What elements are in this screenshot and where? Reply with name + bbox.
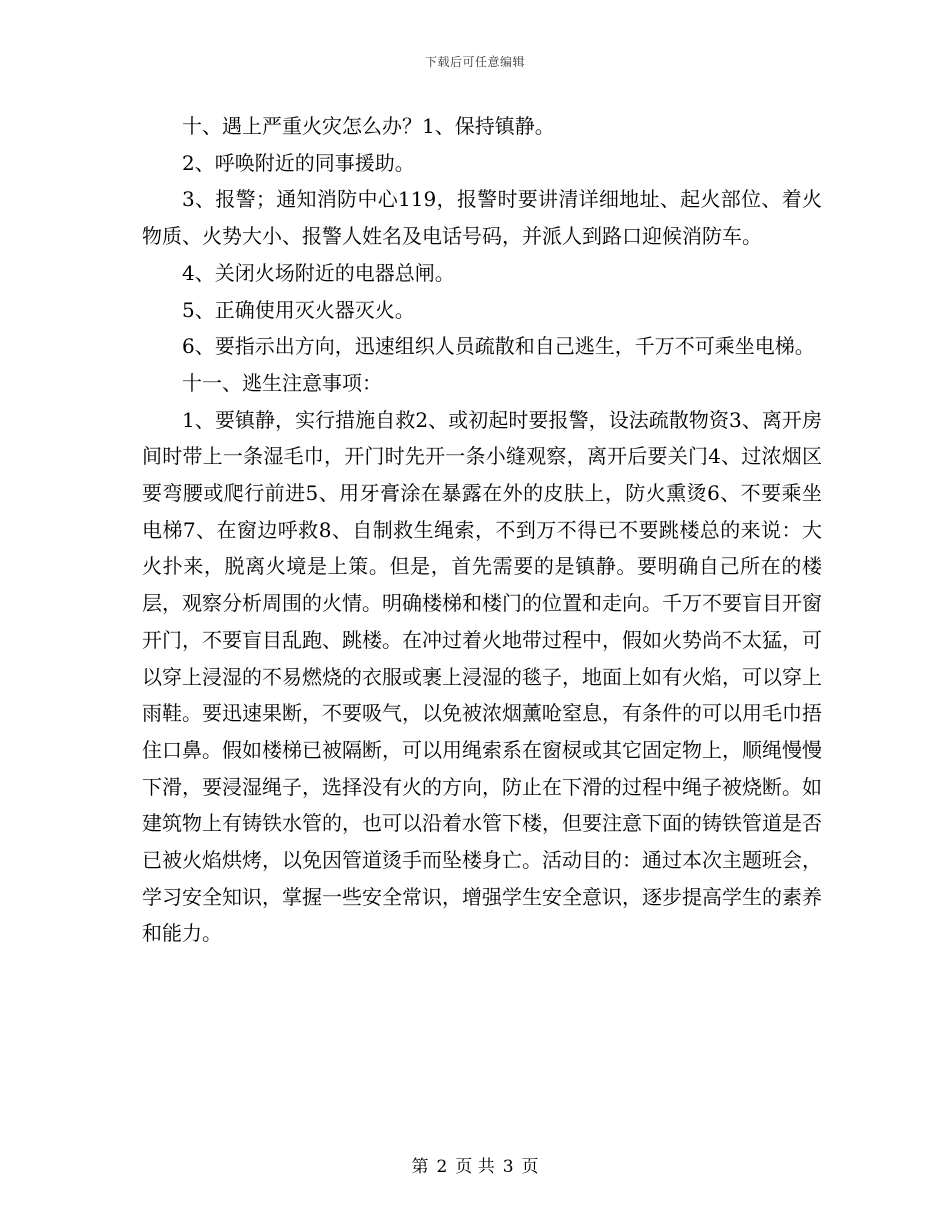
paragraph-escape-details: 1、要镇静，实行措施自救2、或初起时要报警，设法疏散物资3、离开房间时带上一条湿毛巾，开门时先开一条小缝观察，离开后要关门4、过浓烟区要弯腰或爬行前进5、用牙膏涂在暴露在外的皮肤上，防火熏烫6、不要乘坐电梯7、在窗边呼救8、自制救生绳索，不到万不得已不要跳楼总的来说：大火扑来，脱离火境是上策。但是，首先需要的是镇静。要明确自己所在的楼层，观察分析周围的火情。明确楼梯和楼门的位置和走向。千万不要盲目开窗开门，不要盲目乱跑、跳楼。在冲过着火地带过程中，假如火势尚不太猛，可以穿上浸湿的不易燃烧的衣服或裹上浸湿的毯子，地面上如有火焰，可以穿上雨鞋。要迅速果断，不要吸气，以免被浓烟薰呛窒息，有条件的可以用毛巾捂住口鼻。假如楼梯已被隔断，可以用绳索系在窗棂或其它固定物上，顺绳慢慢下滑，要浸湿绳子，选择没有火的方向，防止在下滑的过程中绳子被烧断。如建筑物上有铸铁水管的，也可以沿着水管下楼，但要注意下面的铸铁管道是否已被火焰烘烤，以免因管道烫手而坠楼身亡。活动目的：通过本次主题班会，学习安全知识，掌握一些安全常识，增强学生安全意识，逐步提高学生的素养和能力。	[142, 407, 822, 946]
paragraph-fire-emergency-title: 十、遇上严重火灾怎么办？1、保持镇静。	[182, 114, 555, 138]
document-body	[142, 108, 822, 952]
paragraph-escape-title: 十一、逃生注意事项：	[182, 370, 382, 395]
footer-prefix: 第	[411, 1157, 429, 1177]
footer-suffix: 页	[521, 1157, 539, 1177]
paragraph-step-5: 5、正确使用灭火器灭火。	[182, 297, 415, 322]
page-footer	[0, 1152, 950, 1177]
paragraph-step-4: 4、关闭火场附近的电器总闸。	[182, 260, 455, 285]
footer-middle: 页 共	[455, 1157, 495, 1177]
paragraph-step-2: 2、呼唤附近的同事援助。	[182, 150, 415, 175]
page-header: 下载后可任意编辑	[424, 55, 525, 69]
total-page-count: 3	[502, 1157, 514, 1177]
paragraph-step-6: 6、要指示出方向，迅速组织人员疏散和自己逃生，千万不可乘坐电梯。	[182, 334, 815, 359]
current-page-number: 2	[436, 1157, 448, 1177]
paragraph-step-3: 3、报警；通知消防中心119，报警时要讲清详细地址、起火部位、着火物质、火势大小、报警人姓名及电话号码，并派人到路口迎候消防车。	[142, 187, 822, 249]
